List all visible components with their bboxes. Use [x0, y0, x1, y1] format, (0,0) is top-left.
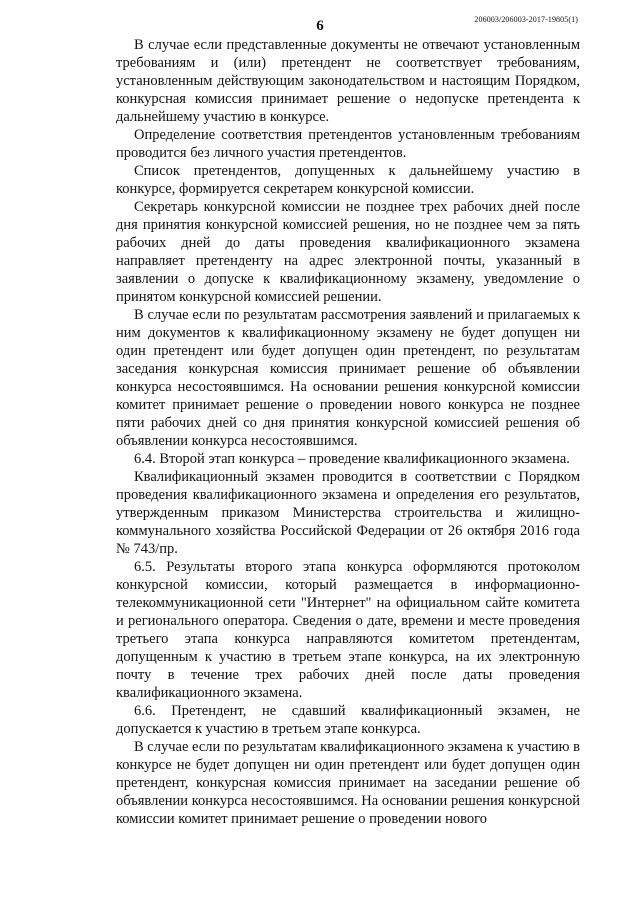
document-body: [116, 36, 580, 828]
paragraph: Определение соответствия претендентов установленным требованиям проводится без личного участия претендентов.: [116, 127, 580, 161]
paragraph: 6.4. Второй этап конкурса – проведение квалификационного экзамена.: [134, 451, 570, 467]
paragraph: Секретарь конкурсной комиссии не позднее трех рабочих дней после дня принятия конкурсной комиссией решения, но не позднее чем за пять рабочих дней до даты проведения квалификационного экзамена направляет претенденту на адрес электронной почты, указанный в заявлении о допуске к квалификационному экзамену, уведомление о принятом конкурсной комиссией решении.: [116, 199, 580, 305]
paragraph: В случае если представленные документы не отвечают установленным требованиям и (или) претендент не соответствует требованиям, установленным действующим законодательством и настоящим Порядком, конкурсная комиссия принимает решение о недопуске претендента к дальнейшему участию в конкурсе.: [116, 37, 580, 125]
paragraph: В случае если по результатам рассмотрения заявлений и прилагаемых к ним документов к квалификационному экзамену не будет допущен ни один претендент или будет допущен один претендент, по результатам заседания конкурсная комиссия принимает решение об объявлении конкурса несостоявшимся. На основании решения конкурсной комиссии комитет принимает решение о проведении нового конкурса не позднее пяти рабочих дней со дня принятия конкурсной комиссией решения об объявлении конкурса несостоявшимся.: [116, 307, 580, 449]
document-code: 206003/206003-2017-19805(1): [474, 15, 578, 24]
paragraph: Список претендентов, допущенных к дальнейшему участию в конкурсе, формируется секретарем конкурсной комиссии.: [116, 163, 580, 197]
paragraph: Квалификационный экзамен проводится в соответствии с Порядком проведения квалификационного экзамена и определения его результатов, утвержденным приказом Министерства строительства и жилищно-коммунального хозяйства Российской Федерации от 26 октября 2016 года № 743/пр.: [116, 469, 580, 557]
paragraph: 6.5. Результаты второго этапа конкурса оформляются протоколом конкурсной комиссии, который размещается в информационно-телекоммуникационной сети "Интернет" на официальном сайте комитета и регионального оператора. Сведения о дате, времени и месте проведения третьего этапа конкурса направляются комитетом претендентам, допущенным к участию в третьем этапе конкурса, на их электронную почту в течение трех рабочих дней после даты проведения квалификационного экзамена.: [116, 559, 580, 701]
paragraph: 6.6. Претендент, не сдавший квалификационный экзамен, не допускается к участию в третьем этапе конкурса.: [116, 703, 580, 737]
paragraph: В случае если по результатам квалификационного экзамена к участию в конкурсе не будет допущен ни один претендент или будет допущен один претендент, конкурсная комиссия принимает на заседании решение об объявлении конкурса несостоявшимся. На основании решения конкурсной комиссии комитет принимает решение о проведении нового: [116, 739, 580, 827]
page-number: 6: [316, 18, 324, 34]
